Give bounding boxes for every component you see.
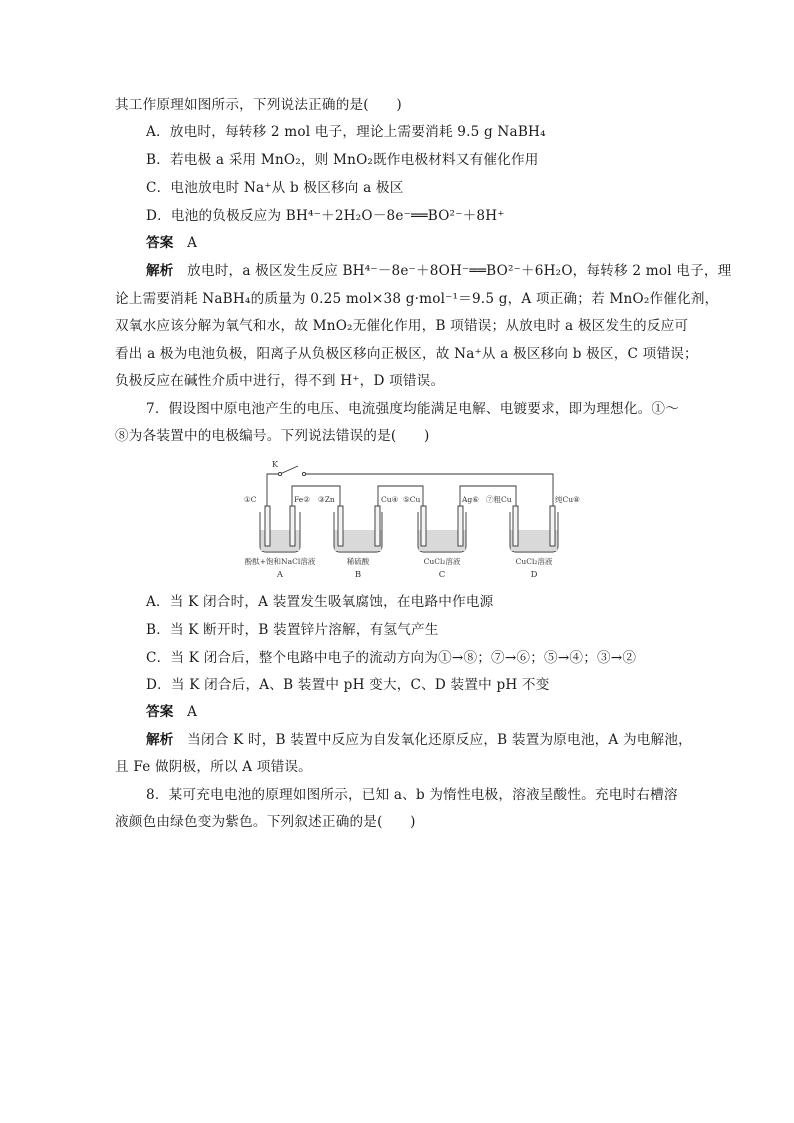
q8-stem-line-2: 液颜色由绿色变为紫色。下列叙述正确的是( )	[115, 814, 416, 830]
electrode-label-8: 纯Cu⑧	[555, 495, 580, 504]
electrode-3-zn	[338, 506, 343, 546]
q7-option-c: C．当 K 闭合后，整个电路中电子的流动方向为①→⑧；⑦→⑥；⑤→④；③→②	[146, 650, 637, 666]
q6-stem: 其工作原理如图所示，下列说法正确的是( )	[115, 97, 402, 113]
electrode-2-fe	[290, 506, 295, 546]
analysis-label: 解析	[146, 263, 174, 279]
q7-option-d: D．当 K 闭合后，A、B 装置中 pH 变大，C、D 装置中 pH 不变	[146, 677, 550, 693]
q6-analysis-line-2: 论上需要消耗 NaBH₄的质量为 0.25 mol×38 g·mol⁻¹＝9.5 g，A 项正确；若 MnO₂作催化剂，	[115, 291, 719, 307]
solution-label-d: CuCl₂溶液	[515, 557, 553, 566]
electrode-label-7: ⑦粗Cu	[486, 495, 512, 504]
electrode-6-ag	[458, 506, 463, 546]
answer-label: 答案	[146, 235, 174, 251]
cell-label-d: D	[530, 570, 538, 580]
electrochemistry-apparatus-diagram	[240, 456, 590, 586]
electrode-1-c	[265, 506, 270, 546]
q7-analysis-line-2: 且 Fe 做阴极，所以 A 项错误。	[115, 759, 312, 775]
cell-label-c: C	[438, 570, 446, 580]
switch-label: K	[272, 460, 278, 469]
q6-option-c: C．电池放电时 Na⁺从 b 极区移向 a 极区	[146, 180, 404, 196]
answer-value: A	[187, 235, 198, 251]
electrode-label-4: Cu④	[381, 495, 399, 504]
q6-analysis-line-3: 双氧水应该分解为氧气和水，故 MnO₂无催化作用，B 项错误；从放电时 a 极区发生的反应可	[115, 318, 689, 334]
electrode-7-crude-cu	[513, 506, 518, 546]
analysis-text: 当闭合 K 时，B 装置中反应为自发氧化还原反应，B 装置为原电池，A 为电解池，	[187, 732, 692, 748]
q7-option-a: A．当 K 闭合时，A 装置发生吸氧腐蚀，在电路中作电源	[146, 594, 494, 610]
q6-option-b: B．若电极 a 采用 MnO₂，则 MnO₂既作电极材料又有催化作用	[146, 152, 539, 168]
q6-answer	[146, 233, 197, 253]
electrode-label-5: ⑤Cu	[403, 495, 421, 504]
q6-option-a: A．放电时，每转移 2 mol 电子，理论上需要消耗 9.5 g NaBH₄	[146, 124, 546, 140]
electrode-label-2: Fe②	[294, 495, 310, 504]
wire-left	[267, 474, 280, 506]
analysis-text: 放电时，a 极区发生反应 BH⁴⁻－8e⁻＋8OH⁻══BO²⁻＋6H₂O，每转移 2 mol 电子，理	[187, 263, 732, 279]
electrode-label-1: ①C	[244, 495, 257, 504]
q7-stem-line-2: ⑧为各装置中的电极编号。下列说法错误的是( )	[115, 428, 430, 444]
solution-label-c: CuCl₂溶液	[423, 557, 461, 566]
analysis-label: 解析	[146, 732, 174, 748]
solution-label-a: 酚酞+饱和NaCl溶液	[244, 557, 316, 566]
q6-analysis-line-1	[146, 261, 731, 281]
electrode-5-cu	[421, 506, 426, 546]
q7-option-b: B．当 K 断开时，B 装置锌片溶解，有氢气产生	[146, 622, 439, 638]
q6-option-d: D．电池的负极反应为 BH⁴⁻＋2H₂O－8e⁻══BO²⁻＋8H⁺	[146, 208, 505, 224]
electrode-label-6: Ag⑥	[462, 495, 479, 504]
q6-analysis-line-5: 负极反应在碱性介质中进行，得不到 H⁺，D 项错误。	[115, 373, 445, 389]
solution-label-b: 稀硫酸	[346, 557, 370, 566]
q7-answer	[146, 702, 197, 722]
q7-analysis-line-1	[146, 730, 692, 750]
q6-analysis-line-4: 看出 a 极为电池负极，阳离子从负极区移向正极区，故 Na⁺从 a 极区移向 b 极区，C 项错误；	[115, 346, 698, 362]
electrode-label-3: ③Zn	[318, 495, 335, 504]
q7-stem-line-1: 7．假设图中原电池产生的电压、电流强度均能满足电解、电镀要求，即为理想化。①～	[146, 401, 680, 417]
switch-k	[280, 466, 298, 474]
cell-label-b: B	[354, 570, 362, 580]
electrode-4-cu	[375, 506, 380, 546]
q8-stem-line-1: 8．某可充电电池的原理如图所示，已知 a、b 为惰性电极，溶液呈酸性。充电时右槽溶	[146, 787, 678, 803]
answer-value: A	[187, 704, 198, 720]
electrode-8-pure-cu	[550, 506, 555, 546]
answer-label: 答案	[146, 704, 174, 720]
cell-label-a: A	[276, 570, 284, 580]
